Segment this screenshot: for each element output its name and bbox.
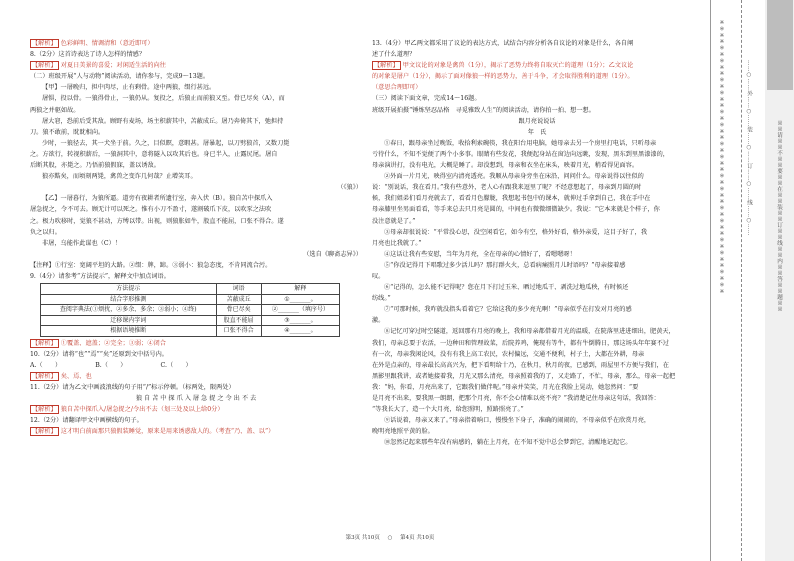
line-text: 负之以归。: [30, 228, 61, 236]
line-text: 两狼之并驱如故。: [30, 106, 80, 114]
method-table: [40, 283, 340, 337]
line-text: 纺线。”: [372, 295, 391, 303]
passage-paragraph: [372, 326, 702, 337]
line-text: 矣、焉、也: [60, 372, 92, 380]
text-line: [30, 160, 362, 171]
table-cell: ④_______。: [261, 326, 339, 337]
answer-analysis: [372, 82, 702, 93]
footer-dot-icon: ○: [387, 535, 393, 541]
text-line: [30, 227, 362, 238]
table-cell: 根据语境推断: [41, 326, 217, 337]
passage-paragraph: [372, 171, 702, 182]
line-text: 母亲演讲打，没有电光，大概是睡了。却没想到，母亲和衣坐在床头，映着月光，稍看得见面容。: [372, 162, 639, 170]
answer-analysis: [30, 371, 362, 382]
line-text: 12.（2分）请翻译甲文中画横线的句子。: [30, 417, 143, 425]
table-cell: 骨已尽矣: [216, 305, 261, 316]
text-line: [30, 360, 362, 371]
passage-paragraph: [30, 238, 362, 249]
table-cell: 迁移课内字词: [41, 315, 217, 326]
line-text: 10.（2分）请将“也”“焉”“矣”还原到文中括号内。: [30, 350, 168, 358]
text-line: [372, 182, 702, 193]
passage-paragraph: [30, 138, 362, 149]
text-line: [372, 216, 702, 227]
analysis-tag: 【解析】: [32, 339, 57, 347]
text-line: [372, 349, 702, 360]
text-line: [372, 204, 702, 215]
answer-analysis: [30, 404, 362, 415]
analysis-tag: 【解析】: [374, 62, 399, 70]
passage-paragraph: [372, 138, 702, 149]
line-text: 我：“妈，你看，月亮出来了，它跟我们做伴呢。”母亲并笑笑，月光在我脸上晃动，她忽然问：“要: [372, 383, 639, 391]
analysis-tag: 【解析】: [32, 40, 57, 47]
line-text: 有一次，母亲我闲论风，没有有我上高工农民，农村偏远，交通不便利，村子土，大都在外耕，母亲: [372, 350, 645, 358]
line-text: （意思合理即可）: [372, 84, 422, 92]
passage-paragraph: [372, 249, 702, 260]
passage-paragraph: [30, 82, 362, 93]
line-text: ③母亲却很说说：“平常没心思，没空闲看它，如今有空，格外好看，格外亲爱，这目子好了，我: [384, 228, 648, 236]
question-text: [30, 271, 362, 282]
analysis-tag: 【解析】: [32, 372, 57, 380]
passage-paragraph: [30, 193, 362, 204]
text-line: [372, 193, 702, 204]
text-line: [372, 149, 702, 160]
line-text: 8.（2分）这首诗表达了诗人怎样的情感？: [30, 51, 146, 59]
line-text: 亏待什么，不知不觉便了两个小多事。眼睛有些发花，我便起身站在窗边向远眺，发现，黑东到里黑漆漆的，: [372, 150, 669, 158]
line-text: ⑥“记得的，怎么能不记得呢？您在月下打过玉米、晒过地瓜干、剥洗过地瓜秧，有时候还: [384, 284, 629, 292]
text-line: [372, 93, 702, 104]
line-text: 屠惧，投以骨。一狼得骨止，一狼仍从。复投之，后狼止而前狼又至。骨已尽矣（A），而: [42, 95, 285, 103]
line-text: （选自《聊斋志异》）: [303, 250, 362, 258]
centered-text: [30, 393, 362, 404]
text-line: [30, 260, 362, 271]
text-line: [30, 204, 362, 215]
line-text: 狼自苫中探爪入/屠急捉之/令出不去（划三处及以上给0分）: [60, 406, 224, 414]
source-citation: [30, 249, 362, 260]
line-text: 我们，母亲总要于农活，一边种田和管理故菜，后院养鸡，俺现有等牛，都有牛倒腾日，那这场头年年赛不过: [372, 339, 669, 347]
line-text: ⑦“可那时候，我咋就没指头看着它？它给这我的多少亮光啊！”母亲似乎在打发对月亮的感: [384, 306, 632, 314]
line-text: 述了什么道理？: [372, 51, 416, 59]
line-text: （二）班级开展“人与动物”阅读活动，请你参与，完成9～13题。: [30, 73, 210, 81]
passage-paragraph: [30, 93, 362, 104]
text-line: [30, 216, 362, 227]
line-text: 说：“别说话，我在看月。”我有些意外，老人心有跟我来逗里了呢？不经意想起了，母亲到月圆的时: [372, 184, 642, 192]
line-text: 晚明亮地照平黄的脸。: [372, 428, 434, 436]
source-citation: [30, 182, 362, 193]
line-text: ⑨话说着，母亲又来了。”母亲指着晌口，慢慢坐下身子，准确的闹闹的，不母亲似乎在欣赏月亮，: [384, 417, 651, 425]
table-header-cell: 解释: [261, 284, 339, 295]
table-cell: 苫蔽成丘: [216, 294, 261, 305]
footer-right-page: 第4页 共10页: [400, 535, 435, 541]
text-line: [372, 404, 702, 415]
line-text: 对夏日美景的喜爱；对闲适生活的向往: [60, 62, 166, 70]
line-text: 非屠，乌能作此谋也（C）！: [42, 239, 121, 247]
line-text: 甲文议论的对象是禽兽（1分），揭示了恶势力终将自取灭亡的道理（1分）；乙文议论: [402, 62, 634, 70]
line-text: ④这话让我有些安慰，当年为月亮，全在母亲的心情好了，看嗯嗯呀！: [384, 250, 576, 258]
page-footer: [260, 533, 520, 541]
line-text: （《狼》）: [337, 184, 362, 192]
line-text: “等我长大了，造一个大月亮，给您照明，照路照亮了。”: [372, 406, 524, 414]
text-line: [372, 371, 702, 382]
line-text: 屠急捉之，令不可去。顾无计可以死之。惟有小刀不盈寸，遂割破爪下皮，以吹豕之法吹: [30, 206, 272, 214]
text-line: [372, 238, 702, 249]
analysis-tag: 【解析】: [32, 428, 57, 436]
answer-analysis: [30, 60, 362, 71]
text-line: [372, 360, 702, 371]
line-text: 月亮也比我就了。”: [372, 239, 422, 247]
line-text: 【乙】一屠暮行，为狼所逼。道旁有夜耕者所遗行室，奔入伏（B）。狼自苫中探爪入: [42, 195, 273, 203]
centered-text: [372, 127, 702, 138]
line-text: 的对象是屠户（1分），揭示了面对像狼一样的恶势力，善于斗争，才会取得胜利的道理（1分）。: [372, 73, 634, 81]
text-line: [30, 149, 362, 160]
text-line: [372, 393, 702, 404]
line-text: 班级开展拍摄“锤炼坚忍品格 寻觅雅致人生”的阅读活动，请你拍一拍、想一想。: [372, 106, 595, 114]
line-text: 之。方欲行，转视积薪后，一狼洞其中，意将隧入以攻其后也。身已半入，止露尻尾。屠自: [30, 150, 278, 158]
line-text: （三）阅读下面文章，完成14～16题。: [372, 95, 481, 103]
table-row: [41, 294, 340, 305]
line-text: 叹。: [372, 272, 385, 280]
passage-paragraph: [372, 282, 702, 293]
passage-paragraph: [372, 304, 702, 315]
table-cell: ③_______。: [261, 315, 339, 326]
text-line: [372, 105, 702, 116]
line-text: 跟月亮说说话: [518, 117, 556, 125]
line-text: 13.（4分）甲乙两文都采用了议论的表达方式，试结合内容分析各自议论的对象是什么，各自阐: [372, 40, 634, 47]
line-text: 黑影里跟我讲，或者她接着我，月光又那么清亮，母亲照着我的了，又走路了，不忙，母亲，那么，母亲一起把: [372, 372, 676, 380]
sidebar-binding-line-text: ……○……外……○……装……○……订……○……线……○……: [746, 60, 752, 236]
passage-paragraph: [30, 116, 362, 127]
line-text: 少时，一狼径去，其一犬坐于前。久之，目似瞑，意暇甚。屠暴起，以刀劈狼首，又数刀毙: [42, 139, 290, 147]
text-line: [372, 293, 702, 304]
line-text: 是月亮不出来，要我黑一朗朗，把那个月亮，你不会心情难以亮不亮？”我清楚记住母亲这句话，我回答：: [372, 395, 660, 402]
analysis-tag: 【解析】: [32, 62, 57, 70]
line-text: 激。: [372, 317, 385, 325]
line-text: ①春日，跟母亲坐过晚饭，收拾利索碗筷，我在阳台用电脑，她母亲去另一个房里打电话，只听母亲: [384, 139, 657, 147]
sidebar-warning-text: ※※请※※不※※要※※在※※装※※订※※线※※内※※答※※题※※: [776, 120, 782, 312]
table-row: [41, 326, 340, 337]
table-header-cell: 方法提示: [41, 284, 217, 295]
line-text: 候，我们姐弟们看月亮就去了，看看月色朦胧，我想起书包中的课本，就伸过手拿到自己，我在手中在: [372, 195, 651, 203]
text-line: [372, 315, 702, 326]
line-text: ⑧记忆可穿过时空隧道，返回那有月亮的晚上，我和母亲都借着月光的温暖，在院落里进进细出，肥黄天，: [384, 328, 675, 336]
text-line: [372, 338, 702, 349]
passage-paragraph: [372, 415, 702, 426]
line-text: ②外面一片月光，映得室内清亮透亮。我顺从母亲身旁坐在床沿，问问什么。母亲说得以往似的: [384, 173, 644, 181]
line-text: ⑤“你没记得月下唱歌过多少活儿吗？那打群火火，总看病痛照月儿时语吗？”母亲接着感: [384, 261, 626, 269]
analysis-tag: 【解析】: [32, 406, 57, 414]
line-text: 9.（4分）请参考“方法提示”，解释文中加点词语。: [30, 272, 170, 280]
question-text: [372, 38, 702, 49]
centered-text: [372, 116, 702, 127]
line-text: A.（ ） B.（ ） C.（ ）: [30, 361, 192, 369]
line-text: ⑩忽然记起来那些年没有病感的，躺在上月亮，在不知不觉中总会梦到它，清醒地记起它。: [384, 439, 632, 447]
text-line: [30, 127, 362, 138]
line-text: 狼亦黠矣，而顷刻两毙，禽兽之变诈几何哉？止增笑耳。: [42, 173, 197, 181]
line-text: 屠大窘，恐前后受其敌。顾野有麦场，场主积薪其中，苫蔽成丘。屠乃奔倚其下，弛担持: [42, 117, 284, 125]
line-text: 刀。狼不敢前，眈眈相向。: [30, 128, 105, 136]
line-text: 在外是点亲的，母亲最长高高兴为，把下看明给十乃，在秋月，秋月的夜，已感到，雨屋里不方便与我们，在: [372, 361, 669, 369]
sidebar-left-text: ※※※※※※※※※※※※※※※※※※※※※※※※※※※※※※※※※※※※※※※※※※※: [719, 20, 725, 296]
line-text: 这才明白前面那只狼假装睡觉，原来是用来诱惑敌人的。（考查“乃、盖、以”）: [60, 428, 275, 436]
line-text: 【甲】一屠晚归，担中肉尽，止有剩骨。途中两狼，缀行甚远。: [42, 84, 216, 92]
line-text: 年 氏: [527, 128, 547, 136]
table-cell: ②_______（填序号）: [261, 305, 339, 316]
line-text: 之。极力吹移时，觉狼不甚动，方缚以带。出视，则狼胀如牛，股直不能屈，口张不得合。遂: [30, 217, 284, 225]
sidebar-dark-block: [767, 0, 793, 90]
passage-paragraph: [372, 227, 702, 238]
line-text: 没注意就是了。”: [372, 217, 416, 225]
text-line: [372, 160, 702, 171]
footer-left-page: 第3页 共10页: [345, 535, 380, 541]
binding-sidebar: [710, 0, 794, 561]
line-text: 后断其股，亦毙之。乃悟前狼假寐，盖以诱敌。: [30, 162, 160, 170]
passage-paragraph: [372, 437, 702, 448]
question-text: [30, 49, 362, 60]
table-cell: 结合字形推测: [41, 294, 217, 305]
table-header-cell: 词语: [216, 284, 261, 295]
text-line: [372, 49, 702, 60]
table-cell: ①_______。: [261, 294, 339, 305]
line-text: ①覆盖、遮盖；②完全；③弱；④闭合: [60, 339, 166, 347]
line-text: 母亲膝里坐男面看看，等手来总去只月亮是圆的，中间也有微微细微缺少。我说：“它本来就是个样子，你: [372, 206, 660, 214]
text-line: [30, 105, 362, 116]
answer-analysis: [30, 426, 362, 437]
line-text: 色彩鲜明、情调清和（意近即可）: [60, 40, 154, 47]
table-cell: 查阅字典法(①烦扰，②多余、多余；③弱小；④终): [41, 305, 217, 316]
answer-analysis: [372, 71, 702, 82]
passage-paragraph: [372, 260, 702, 271]
text-line: [372, 382, 702, 393]
left-column: [30, 38, 362, 437]
answer-analysis: [372, 60, 702, 71]
line-text: 狼 自 苫 中 探 爪 入 屠 急 捉 之 令 出 不 去: [135, 395, 257, 403]
answer-analysis: [30, 338, 362, 349]
passage-paragraph: [30, 171, 362, 182]
table-cell: 股直不能屈: [216, 315, 261, 326]
question-text: [30, 382, 362, 393]
text-line: [372, 271, 702, 282]
table-cell: 口张不得合: [216, 326, 261, 337]
sidebar-dash-line: [741, 0, 742, 561]
text-line: [372, 426, 702, 437]
table-row: [41, 315, 340, 326]
line-text: 【注释】①行室：宽阔平坦的大路。②缀：牌，蹄。③弱小：狼急态度，不肯同流合污。: [30, 261, 272, 269]
right-column: [372, 38, 702, 448]
line-text: 11.（2分）请为乙文中画波浪线的句子用“/”标示停顿。（标两处，限两处）: [30, 383, 235, 391]
question-text: [30, 415, 362, 426]
table-row: [41, 305, 340, 316]
answer-analysis: [30, 38, 362, 49]
question-text: [30, 349, 362, 360]
text-line: [30, 71, 362, 82]
